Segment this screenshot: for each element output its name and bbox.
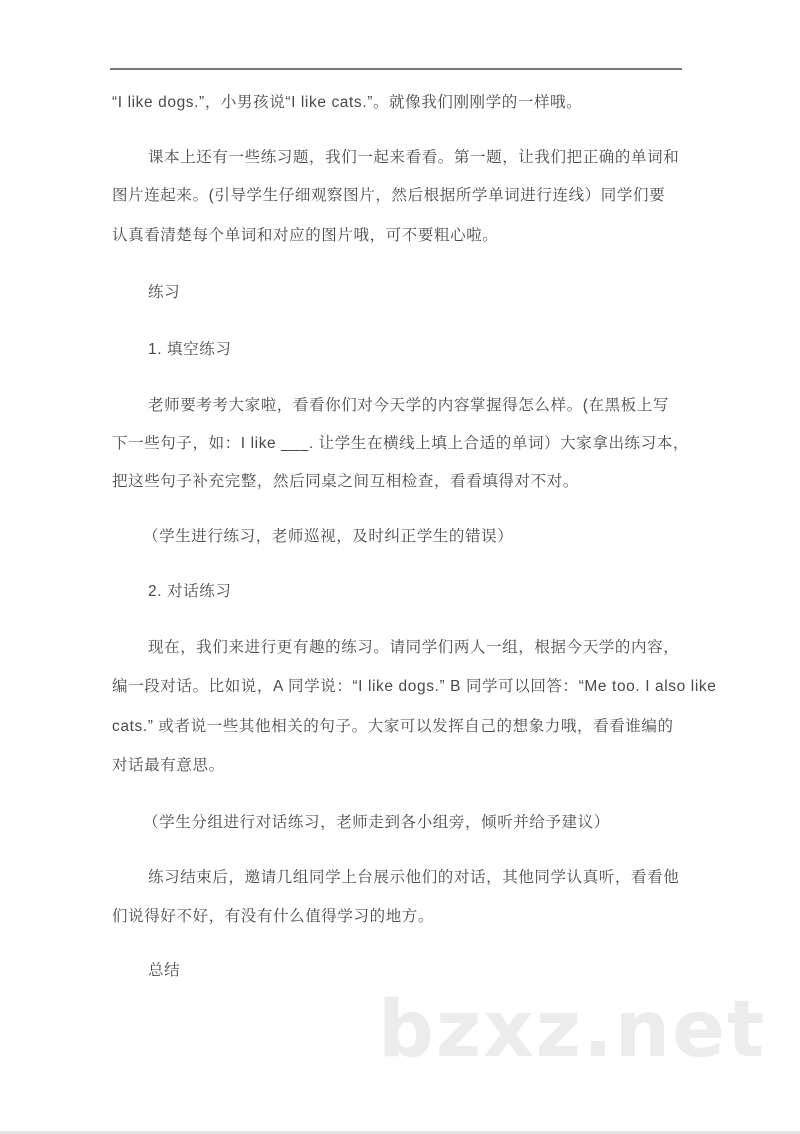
section-heading: 总结 [148, 962, 181, 979]
text-line: 们说得好不好，有没有什么值得学习的地方。 [112, 908, 435, 925]
text-line: 现在，我们来进行更有趣的练习。请同学们两人一组，根据今天学的内容， [148, 639, 680, 656]
text-line: 把这些句子补充完整，然后同桌之间互相检查，看看填得对不对。 [112, 473, 579, 490]
subsection-heading: 1. 填空练习 [148, 341, 232, 358]
text-line: “I like dogs.”，小男孩说“I like cats.”。就像我们刚刚学的一样哦。 [112, 94, 583, 111]
text-line: （学生分组进行对话练习，老师走到各小组旁，倾听并给予建议） [143, 814, 610, 831]
subsection-heading: 2. 对话练习 [148, 583, 232, 600]
text-line: （学生进行练习，老师巡视，及时纠正学生的错误） [143, 528, 514, 545]
text-line: 练习结束后，邀请几组同学上台展示他们的对话，其他同学认真听，看看他 [148, 869, 680, 886]
text-line: 课本上还有一些练习题，我们一起来看看。第一题，让我们把正确的单词和 [148, 149, 680, 166]
text-line: 图片连起来。(引导学生仔细观察图片，然后根据所学单词进行连线）同学们要 [112, 187, 666, 204]
text-line: 对话最有意思。 [112, 757, 225, 774]
section-heading: 练习 [148, 284, 181, 301]
text-line: 认真看清楚每个单词和对应的图片哦，可不要粗心啦。 [112, 227, 499, 244]
text-line: 老师要考考大家啦，看看你们对今天学的内容掌握得怎么样。(在黑板上写 [148, 397, 669, 414]
watermark: bzxz.net [378, 985, 767, 1075]
text-line: 下一些句子，如：I like ___. 让学生在横线上填上合适的单词）大家拿出练习本， [112, 435, 689, 452]
header-rule [110, 68, 682, 70]
text-line: cats.” 或者说一些其他相关的句子。大家可以发挥自己的想象力哦，看看谁编的 [112, 718, 674, 735]
text-line: 编一段对话。比如说，A 同学说：“I like dogs.” B 同学可以回答：“Me too. I also like [112, 678, 717, 695]
